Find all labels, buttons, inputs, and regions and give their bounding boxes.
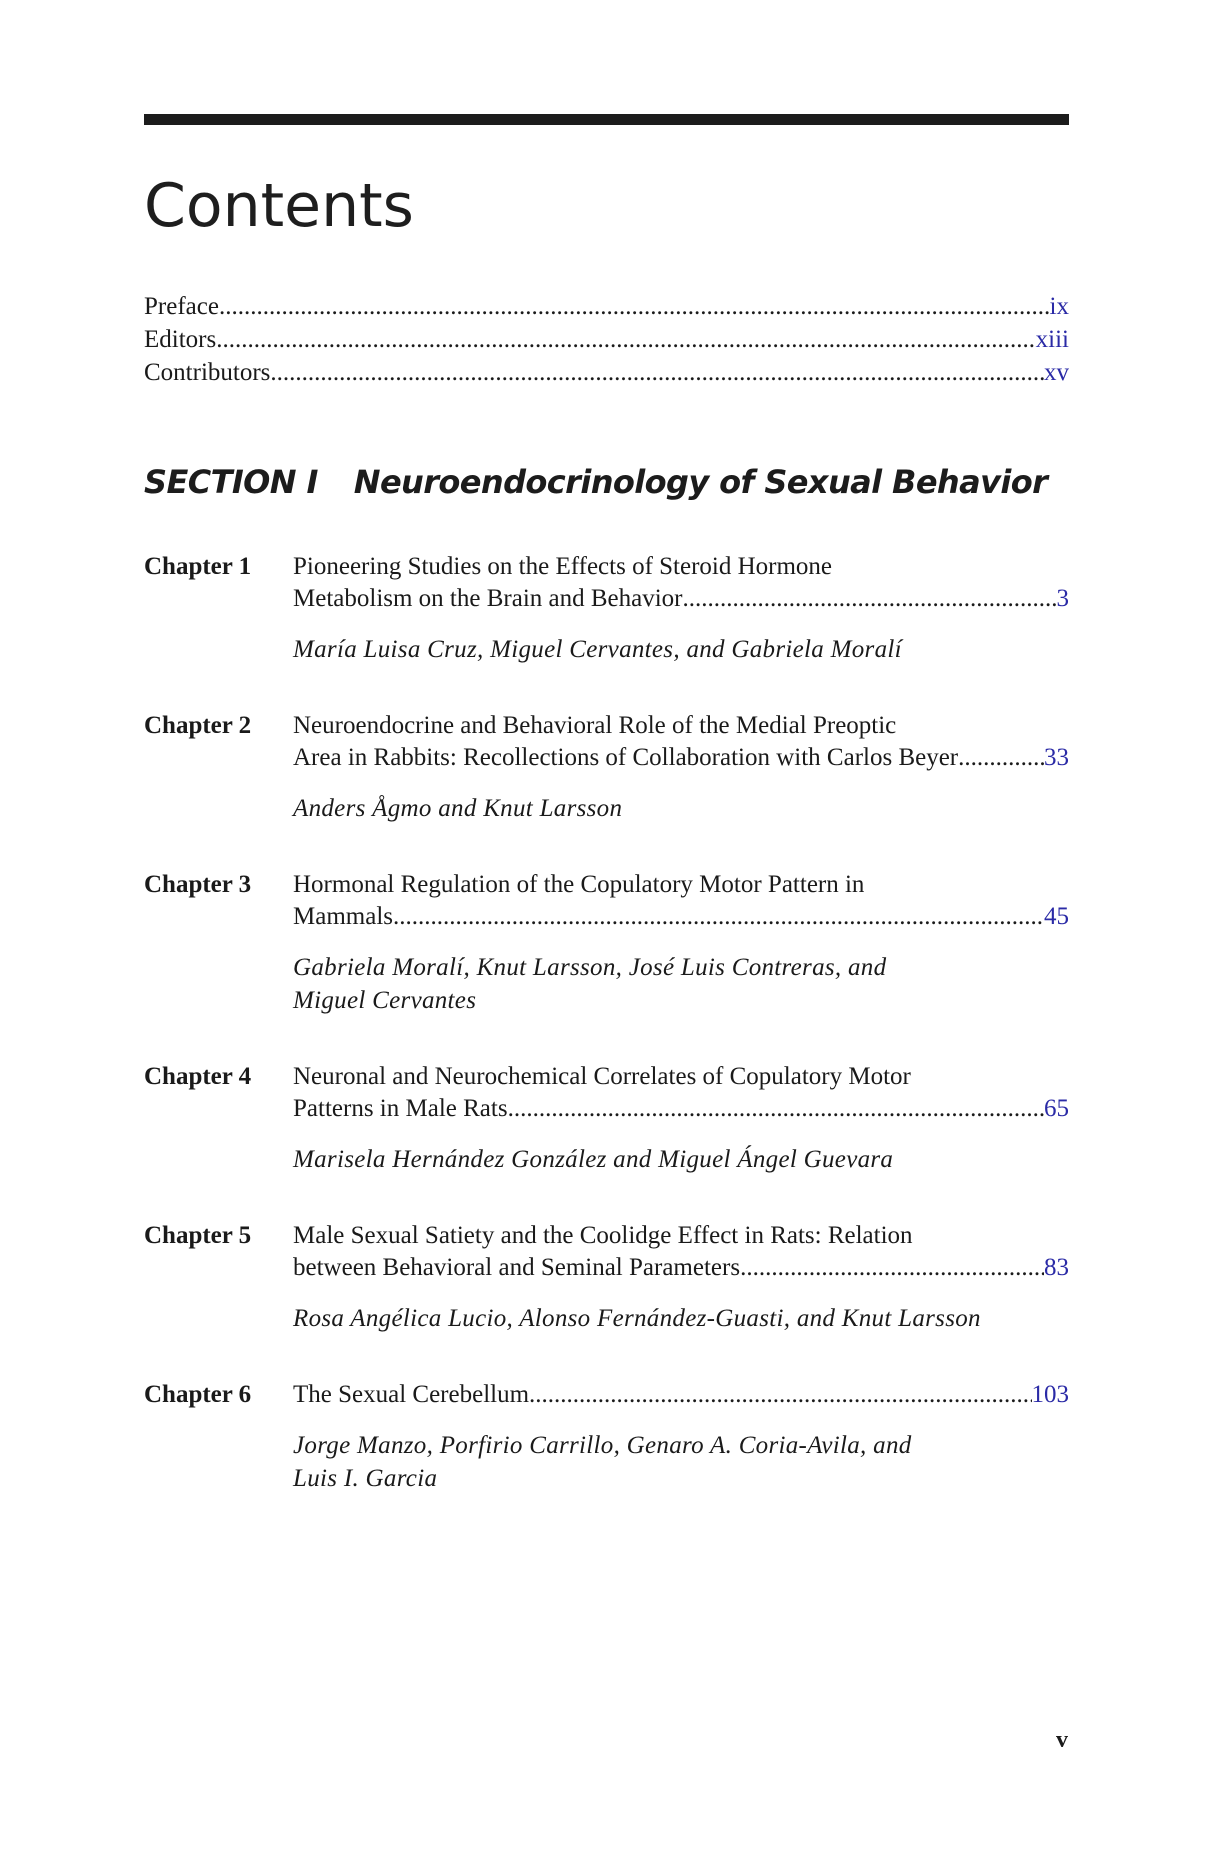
chapter-authors: [293, 1302, 1069, 1335]
chapter-body: [293, 1220, 1069, 1335]
dot-leader: [270, 356, 1044, 389]
page-number-link[interactable]: 33: [1044, 744, 1069, 771]
chapter-title-line: between Behavioral and Seminal Parameters: [293, 1254, 741, 1281]
page-number-link[interactable]: xv: [1044, 359, 1069, 386]
chapter-title-last-line: [293, 1093, 1069, 1125]
page-title: Contents: [144, 171, 414, 241]
chapter-title-line: Metabolism on the Brain and Behavior: [293, 585, 683, 612]
front-matter-list: [144, 290, 1069, 389]
chapter-authors: [293, 951, 1069, 1017]
top-rule: [144, 114, 1069, 125]
chapter-title-line: Mammals: [293, 903, 393, 930]
page-number-link[interactable]: ix: [1049, 293, 1069, 320]
chapter-label: Chapter 3: [144, 871, 252, 898]
page-number-link[interactable]: 3: [1056, 585, 1069, 612]
page-folio: v: [1056, 1727, 1068, 1753]
page-number-link[interactable]: 45: [1044, 903, 1069, 930]
chapter-body: [293, 710, 1069, 825]
section-heading: [144, 463, 1047, 501]
authors-line: Marisela Hernández González and Miguel Ángel Guevara: [293, 1146, 894, 1173]
chapter-title-last-line: [293, 1379, 1069, 1411]
chapter-title-line: Pioneering Studies on the Effects of Steroid Hormone: [293, 553, 833, 580]
chapter-label: Chapter 2: [144, 712, 252, 739]
chapter-authors: [293, 1143, 1069, 1176]
chapter-title-line: Area in Rabbits: Recollections of Collaboration with Carlos Beyer: [293, 744, 959, 771]
chapter-title-last-line: [293, 742, 1069, 774]
chapter-title-line: Patterns in Male Rats: [293, 1095, 508, 1122]
chapter-title-line: Neuronal and Neurochemical Correlates of Copulatory Motor: [293, 1063, 911, 1090]
section-title: Neuroendocrinology of Sexual Behavior: [353, 463, 1048, 501]
dot-leader: [216, 323, 1035, 356]
dot-leader: [683, 583, 1057, 615]
front-matter-entry[interactable]: [144, 323, 1069, 356]
authors-line: Luis I. Garcia: [293, 1465, 438, 1492]
chapter-title-line: Neuroendocrine and Behavioral Role of the Medial Preoptic: [293, 712, 897, 739]
authors-line: Jorge Manzo, Porfirio Carrillo, Genaro A. Coria-Avila, and: [293, 1432, 912, 1459]
dot-leader: [219, 290, 1050, 323]
dot-leader: [740, 1252, 1044, 1284]
chapter-body: [293, 551, 1069, 666]
page-number-link[interactable]: 103: [1031, 1381, 1069, 1408]
page-number-link[interactable]: 83: [1044, 1254, 1069, 1281]
dot-leader: [393, 901, 1044, 933]
chapter-label: Chapter 6: [144, 1381, 252, 1408]
entry-label: Preface: [144, 293, 219, 320]
dot-leader: [508, 1093, 1044, 1125]
entry-label: Contributors: [144, 359, 271, 386]
page-number-link[interactable]: xiii: [1035, 326, 1069, 353]
chapter-title-line: Hormonal Regulation of the Copulatory Motor Pattern in: [293, 871, 865, 898]
chapter-label: Chapter 4: [144, 1063, 252, 1090]
front-matter-entry[interactable]: [144, 356, 1069, 389]
chapter-authors: [293, 792, 1069, 825]
chapter-body: [293, 1061, 1069, 1176]
chapter-title-last-line: [293, 901, 1069, 933]
chapter-title-last-line: [293, 583, 1069, 615]
dot-leader: [958, 742, 1044, 774]
authors-line: Gabriela Moralí, Knut Larsson, José Luis Contreras, and: [293, 954, 887, 981]
authors-line: Anders Ågmo and Knut Larsson: [293, 795, 623, 822]
chapter-authors: [293, 1429, 1069, 1495]
chapter-title-line: Male Sexual Satiety and the Coolidge Effect in Rats: Relation: [293, 1222, 913, 1249]
chapter-authors: [293, 633, 1069, 666]
authors-line: María Luisa Cruz, Miguel Cervantes, and Gabriela Moralí: [293, 636, 902, 663]
entry-label: Editors: [144, 326, 217, 353]
authors-line: Miguel Cervantes: [293, 987, 477, 1014]
authors-line: Rosa Angélica Lucio, Alonso Fernández-Guasti, and Knut Larsson: [293, 1305, 981, 1332]
chapter-body: [293, 1379, 1069, 1495]
chapter-title-last-line: [293, 1252, 1069, 1284]
front-matter-entry[interactable]: [144, 290, 1069, 323]
dot-leader: [529, 1379, 1031, 1411]
page-number-link[interactable]: 65: [1044, 1095, 1069, 1122]
chapter-body: [293, 869, 1069, 1017]
section-label: SECTION I: [144, 463, 318, 501]
chapter-title-line: The Sexual Cerebellum: [293, 1381, 530, 1408]
chapter-label: Chapter 5: [144, 1222, 252, 1249]
chapter-label: Chapter 1: [144, 553, 252, 580]
